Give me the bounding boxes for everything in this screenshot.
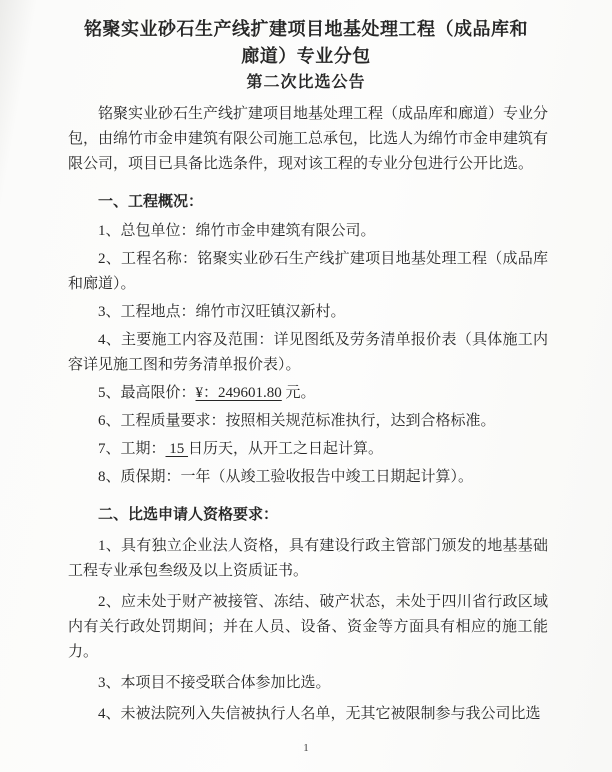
section2-item-4: 4、未被法院列入失信被执行人名单，无其它被限制参与我公司比选 <box>98 706 541 722</box>
section2-heading: 二、比选申请人资格要求： <box>98 507 279 523</box>
section1-item-5 <box>68 381 548 406</box>
section2-item-2: 2、应未处于财产被接管、冻结、破产状态，未处于四川省行政区域内有关行政处罚期间；并在人员、设备、资金等方面具有相应的施工能力。 <box>68 594 548 660</box>
section1-item-1: 1、总包单位：绵竹市金申建筑有限公司。 <box>98 223 376 239</box>
section2-item-3: 3、本项目不接受联合体参加比选。 <box>98 675 331 691</box>
section2-items <box>68 534 548 727</box>
section2-item-1: 1、具有独立企业法人资格，具有建设行政主管部门颁发的地基基础工程专业承包叁级及以上资质证书。 <box>68 538 548 579</box>
document-subtitle: 第二次比选公告 <box>246 74 366 91</box>
document-body <box>68 102 548 727</box>
section1-item-8: 8、质保期：一年（从竣工验收报告中竣工日期起计算）。 <box>98 469 474 485</box>
document-title: 铭聚实业砂石生产线扩建项目地基处理工程（成品库和廊道）专业分包 <box>84 19 528 66</box>
duration-value: 15 <box>165 441 189 457</box>
duration-suffix: 日历天，从开工之日起计算。 <box>188 441 384 457</box>
section1-heading: 一、工程概况： <box>98 194 204 210</box>
section1-item-4: 4、主要施工内容及范围：详见图纸及劳务清单报价表（具体施工内容详见施工图和劳务清单报价表）。 <box>68 332 548 373</box>
section1-item-7 <box>68 437 548 462</box>
duration-label: 7、工期： <box>98 441 166 457</box>
max-price-unit: 元。 <box>281 385 316 401</box>
section1-item-6: 6、工程质量要求：按照相关规范标准执行，达到合格标准。 <box>98 413 496 429</box>
max-price-value: ¥：249601.80 <box>195 385 282 401</box>
section1-item-2: 2、工程名称：铭聚实业砂石生产线扩建项目地基处理工程（成品库和廊道）。 <box>68 251 548 292</box>
max-price-label: 5、最高限价： <box>98 385 196 401</box>
section1-item-3: 3、工程地点：绵竹市汉旺镇汉新村。 <box>98 304 346 320</box>
page-number: 1 <box>303 742 309 754</box>
intro-paragraph: 铭聚实业砂石生产线扩建项目地基处理工程（成品库和廊道）专业分包，由绵竹市金申建筑有限公司施工总承包，比选人为绵竹市金申建筑有限公司，项目已具备比选条件，现对该工程的专业分包进行公开比选。 <box>68 106 549 172</box>
